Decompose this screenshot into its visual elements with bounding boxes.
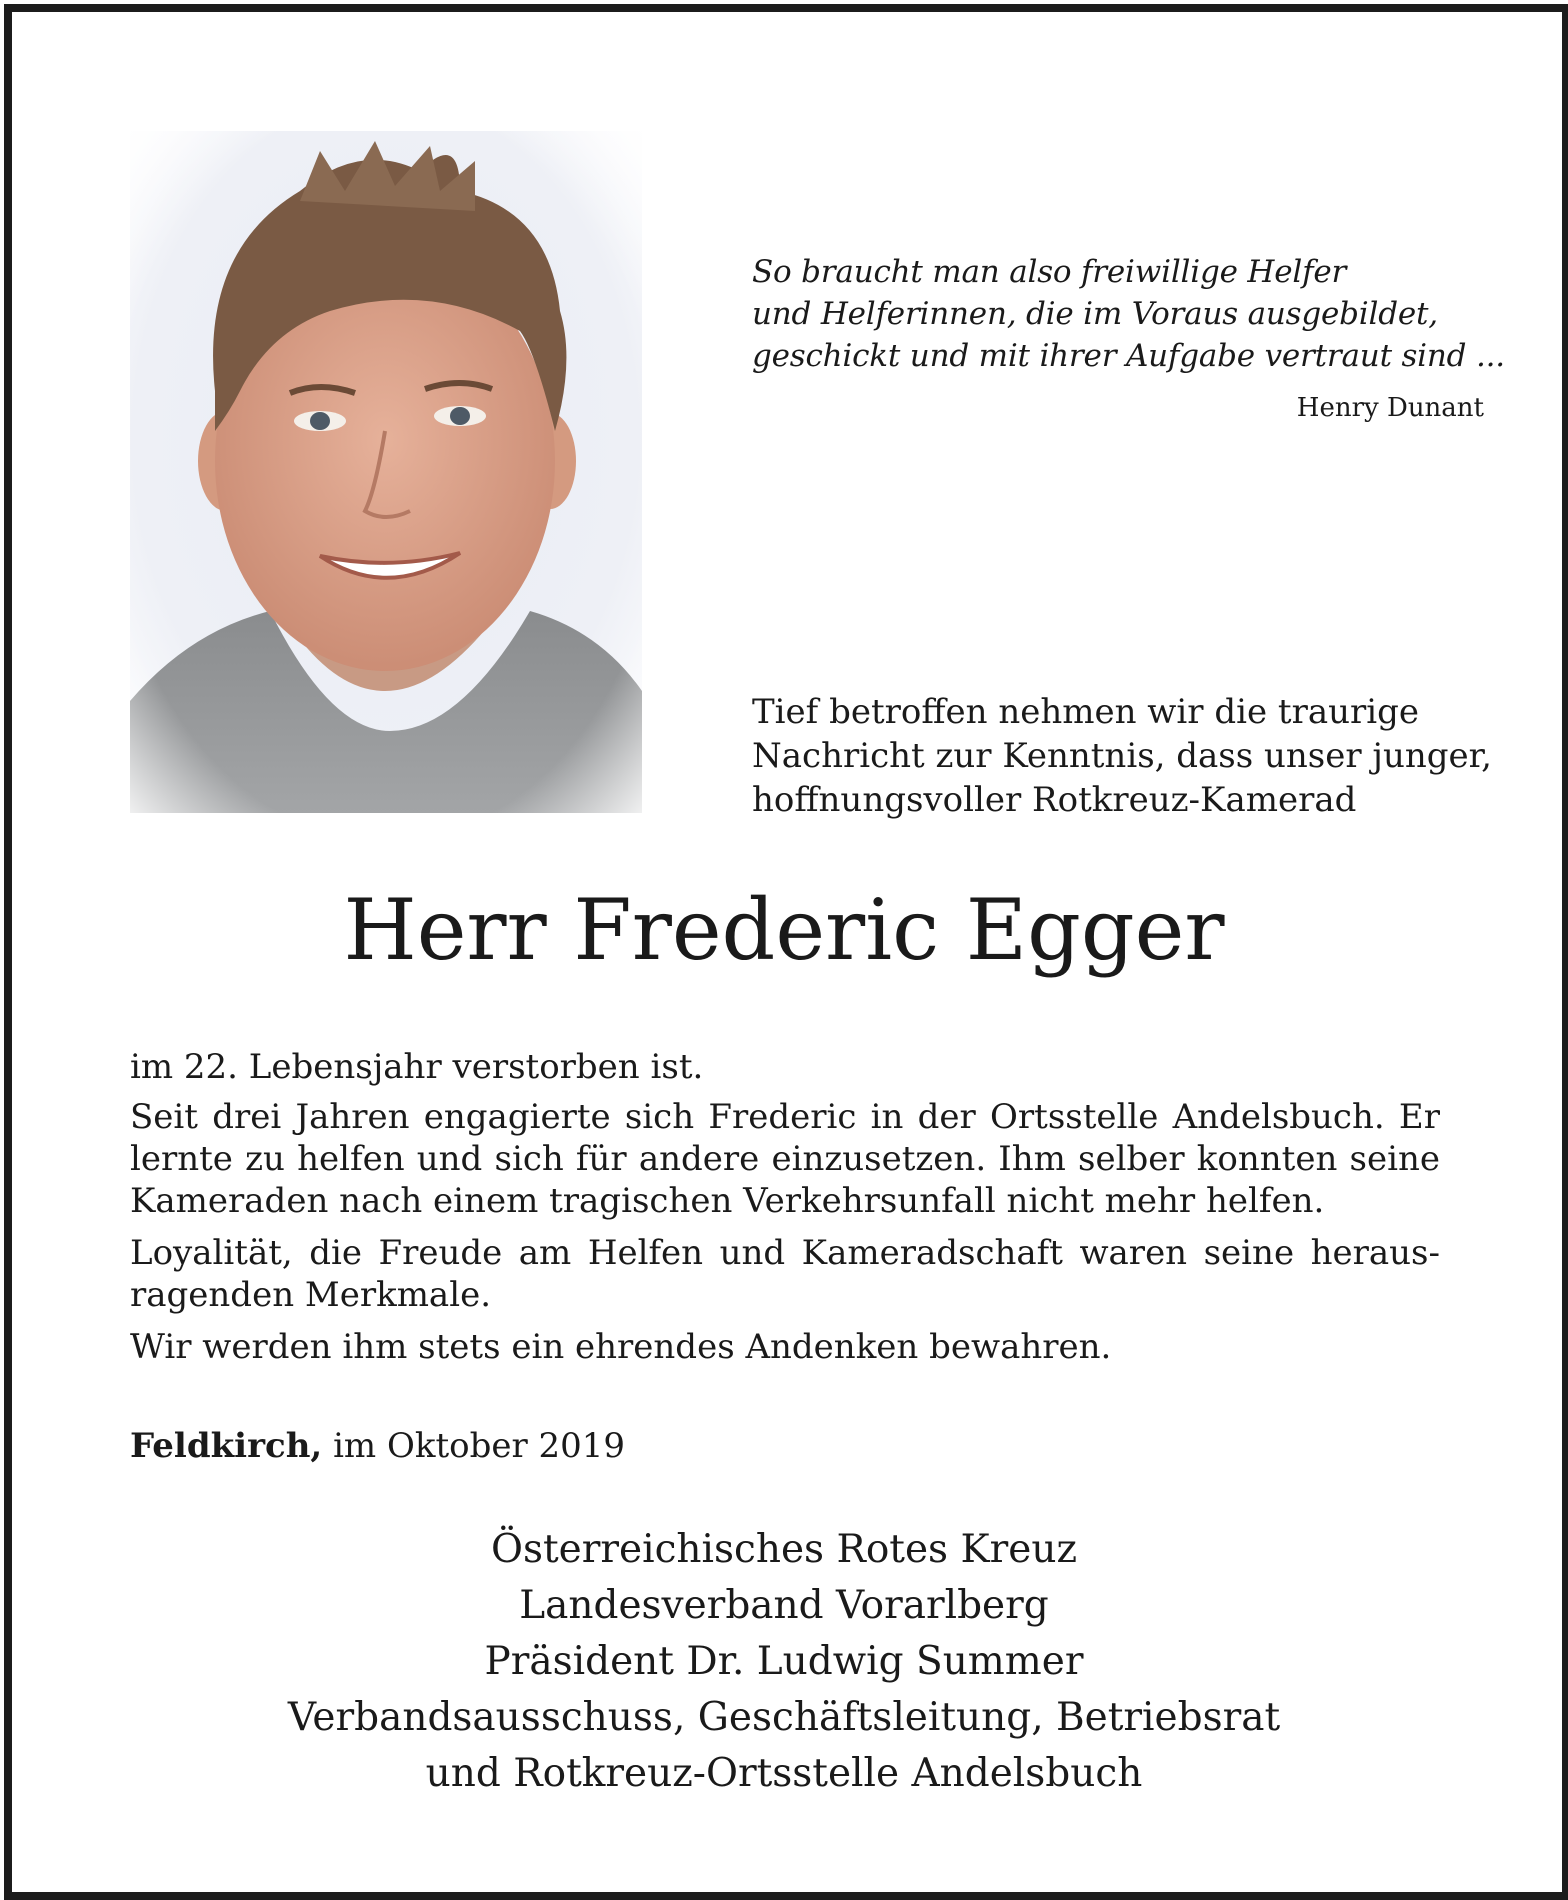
- signer-line: Präsident Dr. Ludwig Summer: [484, 1639, 1084, 1684]
- signer-line: Österreichisches Rotes Kreuz: [490, 1527, 1077, 1572]
- signer-line: und Rotkreuz-Ortsstelle Andelsbuch: [425, 1751, 1143, 1796]
- obituary-body: [130, 1046, 1440, 1378]
- signer-line: Landesverband Vorarlberg: [519, 1583, 1049, 1628]
- deceased-name: Herr Frederic Egger: [343, 881, 1225, 979]
- announcement-line: Tief betroffen nehmen wir die traurige: [752, 692, 1420, 732]
- quote-line: und Helferinnen, die im Voraus ausgebildet,: [752, 296, 1438, 332]
- signer-line: Verbandsausschuss, Geschäftsleitung, Betriebsrat: [287, 1695, 1281, 1740]
- body-paragraph: Seit drei Jahren engagierte sich Frederic in der Ortsstelle Andelsbuch. Er lernte zu helfen und sich für andere einzusetzen. Ihm selber konnten seine Kameraden nach einem tragischen Verkehrsunfall nicht mehr helfen.: [130, 1097, 1440, 1221]
- age-line: im 22. Lebensjahr verstorben ist.: [130, 1047, 704, 1087]
- body-paragraph: Loyalität, die Freude am Helfen und Kameradschaft waren seine herausragenden Merkmale.: [130, 1233, 1440, 1315]
- signers-block: [0, 1522, 1568, 1802]
- place-date: [130, 1425, 625, 1467]
- announcement-line: Nachricht zur Kenntnis, dass unser junger,: [752, 736, 1492, 776]
- place-city: Feldkirch,: [130, 1426, 323, 1466]
- announcement-text: [752, 690, 1492, 822]
- body-paragraph: Wir werden ihm stets ein ehrendes Andenken bewahren.: [130, 1327, 1112, 1367]
- quote-line: geschickt und mit ihrer Aufgabe vertraut sind ...: [752, 338, 1505, 374]
- place-date-text: im Oktober 2019: [333, 1426, 626, 1466]
- quote-line: So braucht man also freiwillige Helfer: [752, 254, 1347, 290]
- quote-author: Henry Dunant: [1296, 393, 1484, 423]
- announcement-line: hoffnungsvoller Rotkreuz-Kamerad: [752, 780, 1357, 820]
- portrait-photo: [130, 131, 642, 813]
- memorial-quote: [752, 251, 1505, 377]
